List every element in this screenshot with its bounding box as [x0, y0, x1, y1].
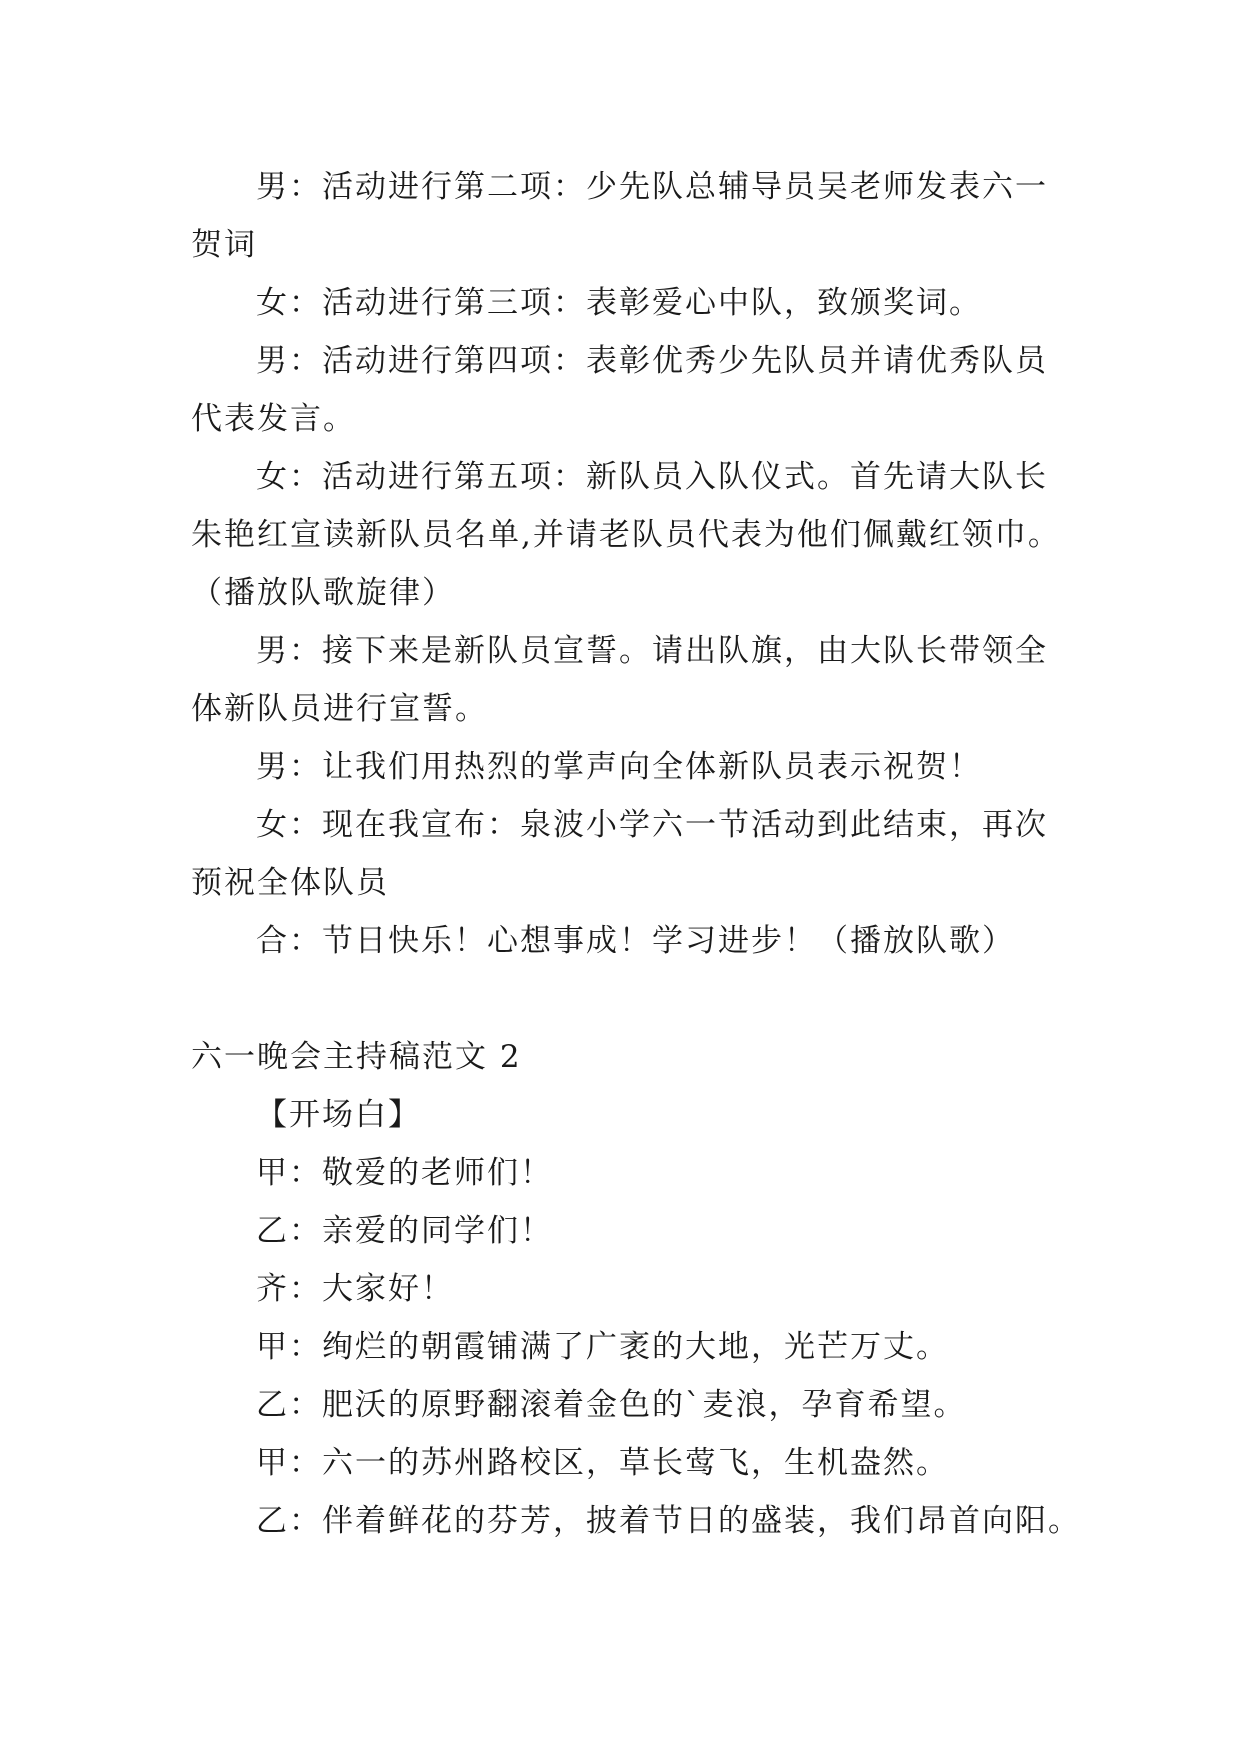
paragraph-line: 甲：敬爱的老师们！ — [256, 1155, 553, 1191]
paragraph-line: 男：活动进行第二项：少先队总辅导员吴老师发表六一 — [256, 169, 1048, 205]
paragraph-line: 合：节日快乐！心想事成！学习进步！（播放队歌） — [256, 923, 1015, 959]
paragraph-line: 女：现在我宣布：泉波小学六一节活动到此结束，再次 — [256, 807, 1048, 843]
paragraph-line: （播放队歌旋律） — [191, 575, 455, 611]
paragraph-line: 贺词 — [191, 227, 257, 263]
paragraph-line: 男：让我们用热烈的掌声向全体新队员表示祝贺！ — [256, 749, 982, 785]
paragraph-line: 男：接下来是新队员宣誓。请出队旗，由大队长带领全 — [256, 633, 1048, 669]
paragraph-line: 齐：大家好！ — [256, 1271, 454, 1307]
paragraph-line: 乙：伴着鲜花的芬芳，披着节日的盛装，我们昂首向阳。 — [256, 1503, 1081, 1539]
paragraph-line: 甲：绚烂的朝霞铺满了广袤的大地，光芒万丈。 — [256, 1329, 949, 1365]
paragraph-line: 代表发言。 — [191, 401, 356, 437]
paragraph-line: 甲：六一的苏州路校区，草长莺飞，生机盎然。 — [256, 1445, 949, 1481]
paragraph-line: 乙：肥沃的原野翻滚着金色的`麦浪，孕育希望。 — [256, 1387, 967, 1423]
paragraph-line: 朱艳红宣读新队员名单,并请老队员代表为他们佩戴红领巾。 — [191, 517, 1061, 553]
paragraph-line: 男：活动进行第四项：表彰优秀少先队员并请优秀队员 — [256, 343, 1048, 379]
paragraph-line: 预祝全体队员 — [191, 865, 389, 901]
paragraph-line: 乙：亲爱的同学们！ — [256, 1213, 553, 1249]
paragraph-line: 体新队员进行宣誓。 — [191, 691, 488, 727]
paragraph-line: 女：活动进行第五项：新队员入队仪式。首先请大队长 — [256, 459, 1048, 495]
section-title: 六一晚会主持稿范文 2 — [191, 1039, 522, 1075]
paragraph-line: 【开场白】 — [256, 1097, 421, 1133]
paragraph-line: 女：活动进行第三项：表彰爱心中队，致颁奖词。 — [256, 285, 982, 321]
